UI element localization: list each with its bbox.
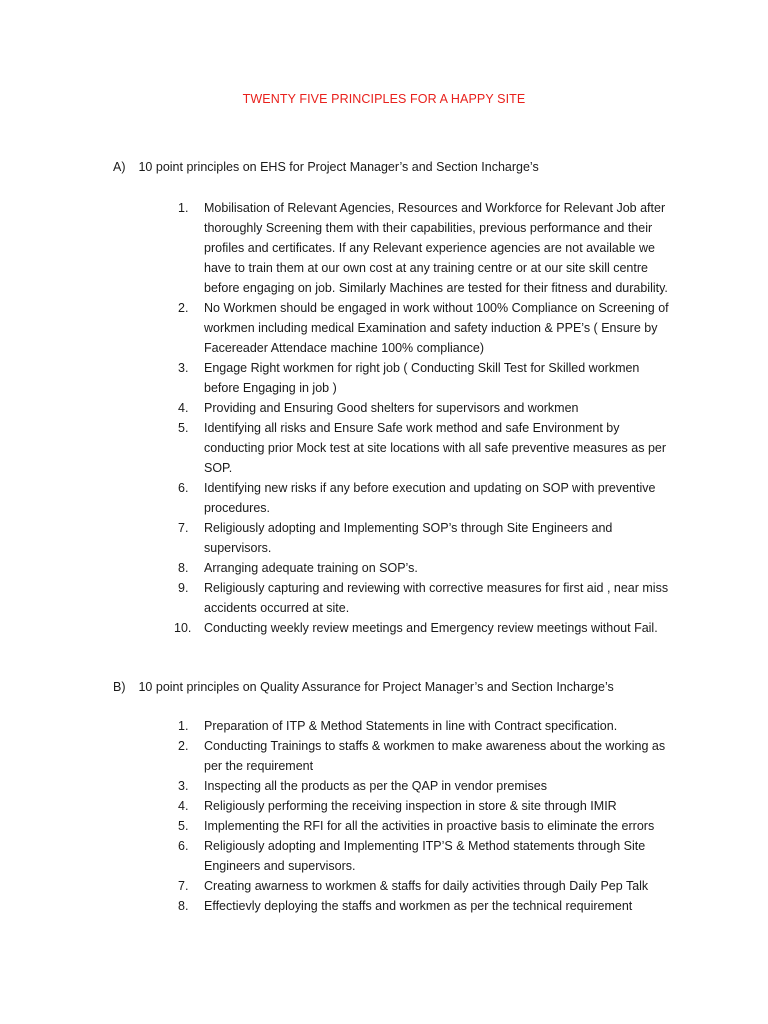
section-a-list xyxy=(174,198,678,638)
list-item xyxy=(178,716,678,736)
list-item-number: 9. xyxy=(178,581,189,595)
list-item-number: 2. xyxy=(178,301,189,315)
list-item-number: 5. xyxy=(178,819,189,833)
list-item xyxy=(178,876,678,896)
list-item-text: Providing and Ensuring Good shelters for supervisors and workmen xyxy=(204,401,579,415)
list-item xyxy=(178,816,678,836)
list-item-text: Creating awarness to workmen & staffs for daily activities through Daily Pep Talk xyxy=(204,879,649,893)
section-a-heading xyxy=(113,160,539,174)
list-item xyxy=(178,518,678,558)
list-item xyxy=(178,398,678,418)
list-item-number: 4. xyxy=(178,799,189,813)
list-item-text: Religiously adopting and Implementing SOP’s through Site Engineers and supervisors. xyxy=(204,521,613,555)
list-item-text: No Workmen should be engaged in work without 100% Compliance on Screening of workmen including medical Examination and safety induction & PPE’s ( Ensure by Facereader Attendace machine 100% compliance) xyxy=(204,301,669,355)
section-b-title: 10 point principles on Quality Assurance for Project Manager’s and Section Incharge’s xyxy=(138,680,614,694)
list-item-text: Engage Right workmen for right job ( Conducting Skill Test for Skilled workmen before Engaging in job ) xyxy=(204,361,640,395)
list-item-number: 7. xyxy=(178,879,189,893)
list-item xyxy=(178,298,678,358)
list-item-number: 6. xyxy=(178,481,189,495)
section-a-title: 10 point principles on EHS for Project Manager’s and Section Incharge’s xyxy=(138,160,539,174)
section-b-letter: B) xyxy=(113,680,126,694)
list-item-text: Conducting Trainings to staffs & workmen to make awareness about the working as per the requirement xyxy=(204,739,666,773)
list-item-number: 8. xyxy=(178,899,189,913)
list-item xyxy=(178,836,678,876)
list-item-text: Religiously performing the receiving inspection in store & site through IMIR xyxy=(204,799,617,813)
list-item-number: 8. xyxy=(178,561,189,575)
list-item xyxy=(178,558,678,578)
list-item xyxy=(174,618,678,638)
list-item xyxy=(178,418,678,478)
list-item xyxy=(178,478,678,518)
list-item-text: Conducting weekly review meetings and Emergency review meetings without Fail. xyxy=(204,621,658,635)
list-item-number: 10. xyxy=(174,621,192,635)
list-item-number: 1. xyxy=(178,719,189,733)
list-item xyxy=(178,796,678,816)
list-item-text: Preparation of ITP & Method Statements in line with Contract specification. xyxy=(204,719,618,733)
list-item-number: 2. xyxy=(178,739,189,753)
list-item xyxy=(178,896,678,916)
list-item-text: Effectievly deploying the staffs and workmen as per the technical requirement xyxy=(204,899,633,913)
section-a-letter: A) xyxy=(113,160,126,174)
list-item-text: Religiously capturing and reviewing with corrective measures for first aid , near miss accidents occurred at site. xyxy=(204,581,669,615)
list-item xyxy=(178,578,678,618)
list-item-number: 6. xyxy=(178,839,189,853)
list-item-number: 1. xyxy=(178,201,189,215)
list-item-number: 4. xyxy=(178,401,189,415)
list-item-text: Identifying new risks if any before execution and updating on SOP with preventive procedures. xyxy=(204,481,656,515)
list-item xyxy=(178,776,678,796)
list-item-number: 3. xyxy=(178,779,189,793)
list-item-text: Implementing the RFI for all the activities in proactive basis to eliminate the errors xyxy=(204,819,655,833)
section-b-list xyxy=(178,716,678,916)
document-title: TWENTY FIVE PRINCIPLES FOR A HAPPY SITE xyxy=(242,92,526,106)
list-item-number: 5. xyxy=(178,421,189,435)
list-item-number: 3. xyxy=(178,361,189,375)
list-item-number: 7. xyxy=(178,521,189,535)
list-item-text: Mobilisation of Relevant Agencies, Resources and Workforce for Relevant Job after thoroughly Screening them with their capabilities, previous performance and their profiles and certificates. If any Relevant experience agencies are not available we have to train them at our own cost at any training centre or at our site skill centre before engaging on job. Similarly Machines are tested for their fitness and durability. xyxy=(204,201,668,295)
list-item-text: Arranging adequate training on SOP’s. xyxy=(204,561,418,575)
section-b-heading xyxy=(113,680,614,694)
list-item-text: Inspecting all the products as per the QAP in vendor premises xyxy=(204,779,548,793)
list-item xyxy=(178,358,678,398)
list-item-text: Identifying all risks and Ensure Safe work method and safe Environment by conducting prior Mock test at site locations with all safe preventive measures as per SOP. xyxy=(204,421,667,475)
list-item-text: Religiously adopting and Implementing ITP’S & Method statements through Site Engineers and supervisors. xyxy=(204,839,646,873)
list-item xyxy=(178,736,678,776)
list-item xyxy=(178,198,678,298)
